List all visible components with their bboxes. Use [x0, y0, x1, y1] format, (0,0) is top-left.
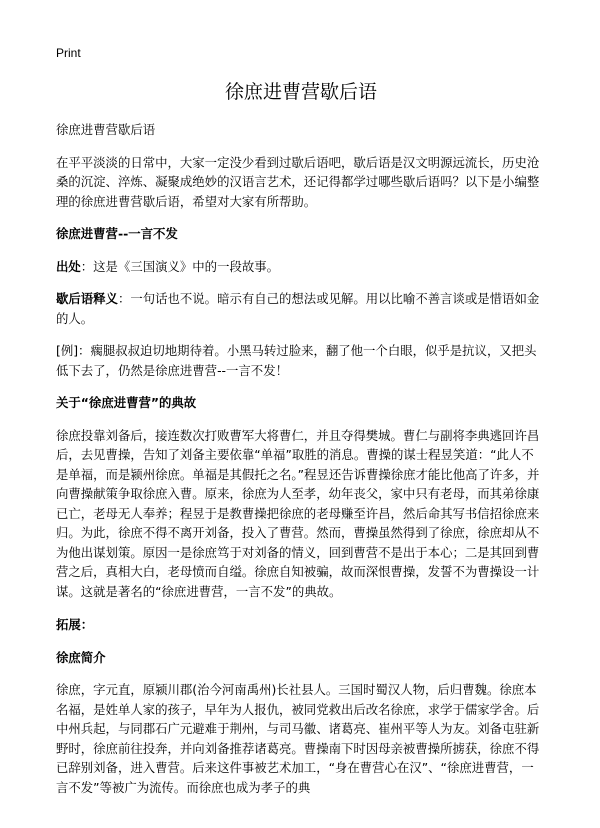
example-paragraph: [例]：瘸腿叔叔迫切地期待着。小黑马转过脸来，翻了他一个白眼，似乎是抗议，又把头低下去了，仍然是徐庶进曹营--一言不发！ [56, 343, 537, 378]
story-heading: 关于“徐庶进曹营”的典故 [56, 395, 197, 410]
bio-paragraph: 徐庶，字元直，原颍川郡(治今河南禹州)长社县人。三国时蜀汉人物，后归曹魏。徐庶本名福，是姓单人家的孩子，早年为人报仇，被同党救出后改名徐庶，求学于儒家学舍。后中州兵起，与同郡石广元避难于荆州，与司马徽、诸葛亮、崔州平等人为友。刘备屯驻新野时，徐庶前往投奔，并向刘备推荐诸葛亮。曹操南下时因母亲被曹操所掳获，徐庶不得已辞别刘备，进入曹营。后来这件事被艺术加工，“身在曹营心在汉”、“徐庶进曹营，一言不发”等被广为流传。而徐庶也成为孝子的典 [56, 682, 540, 795]
article-body [56, 120, 546, 810]
story-paragraph: 徐庶投靠刘备后，接连数次打败曹军大将曹仁，并且夺得樊城。曹仁与副将李典逃回许昌后，去见曹操，告知了刘备主要依靠“单福”取胜的消息。曹操的谋士程昱笑道：“此人不是单福，而是颍州徐庶。单福是其假托之名。”程昱还告诉曹操徐庶才能比他高了许多，并向曹操献策争取徐庶入曹。原来，徐庶为人至孝，幼年丧父，家中只有老母，而其弟徐康已亡，老母无人奉养；程昱于是教曹操把徐庶的老母赚至许昌，然后命其写书信招徐庶来归。为此，徐庶不得不离开刘备，投入了曹营。然而，曹操虽然得到了徐庶，徐庶却从不为他出谋划策。原因一是徐庶笃于对刘备的情义，回到曹营不是出于本心；二是其回到曹营之后，真相大白，老母愤而自缢。徐庶自知被骗，故而深恨曹操，发誓不为曹操设一计谋。这就是著名的“徐庶进曹营，一言不发”的典故。 [56, 427, 540, 599]
bio-heading: 徐庶简介 [56, 649, 106, 665]
meaning-paragraph [56, 289, 546, 328]
print-label: Print [56, 46, 81, 60]
page-title: 徐庶进曹营歇后语 [224, 81, 377, 103]
meaning-text: ：一句话也不说。暗示有自己的想法或见解。用以比喻不善言谈或是惜语如金的人。 [56, 291, 540, 326]
article-subtitle: 徐庶进曹营歇后语 [56, 122, 156, 137]
expand-heading: 拓展： [56, 617, 94, 632]
source-label: 出处 [56, 258, 81, 274]
intro-paragraph: 在平平淡淡的日常中，大家一定没少看到过歇后语吧，歇后语是汉文明源远流长，历史沧桑的沉淀、淬炼、凝聚成绝妙的汉语言艺术，还记得都学过哪些歇后语吗？以下是小编整理的徐庶进曹营歇后语，希望对大家有所帮助。 [56, 154, 540, 209]
source-text: ：这是《三国演义》中的一段故事。 [80, 258, 280, 274]
meaning-label: 歇后语释义 [56, 291, 118, 306]
source-paragraph [56, 257, 546, 277]
idiom-heading: 徐庶进曹营--一言不发 [56, 226, 178, 241]
